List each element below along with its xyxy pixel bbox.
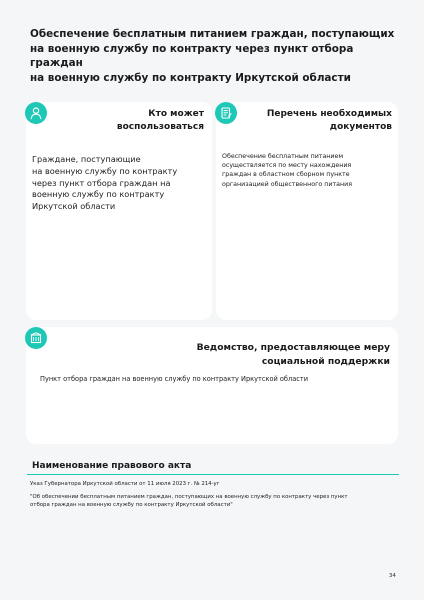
page-title: Обеспечение бесплатным питанием граждан, поступающих на военную службу по контракту через пункт отбора граждан на военную службу по контракту Иркутской области xyxy=(30,28,395,84)
agency-heading: Ведомство, предоставляющее меру социальной поддержки xyxy=(196,342,390,367)
documents-heading: Перечень необходимых документов xyxy=(266,109,392,132)
who-can-use-heading: Кто может воспользоваться xyxy=(116,109,204,132)
documents-card xyxy=(216,102,398,320)
building-icon xyxy=(25,327,47,349)
legal-act-decree: Указ Губернатора Иркутской области от 11 июля 2023 г. № 214-уг xyxy=(30,481,220,487)
agency-text: Пункт отбора граждан на военную службу по контракту Иркутской области xyxy=(40,375,308,383)
person-icon xyxy=(25,102,47,124)
page-number: 34 xyxy=(388,573,396,579)
agency-card xyxy=(26,327,398,444)
legal-act-divider xyxy=(27,474,399,475)
who-can-use-text: Граждане, поступающие на военную службу по контракту через пункт отбора граждан на военную службу по контракту Иркутской области xyxy=(32,154,178,212)
legal-act-decree-title: "Об обеспечении бесплатным питанием граждан, поступающих на военную службу по контракту через пункт отбора граждан на военную службу по контракту Иркутской области" xyxy=(30,494,348,509)
document-list-icon xyxy=(215,102,237,124)
documents-text: Обеспечение бесплатным питанием осуществляется по месту нахождения граждан в областном сборном пункте организацией общественного питания xyxy=(222,153,353,188)
who-can-use-card xyxy=(26,102,212,320)
legal-act-title: Наименование правового акта xyxy=(32,461,192,471)
